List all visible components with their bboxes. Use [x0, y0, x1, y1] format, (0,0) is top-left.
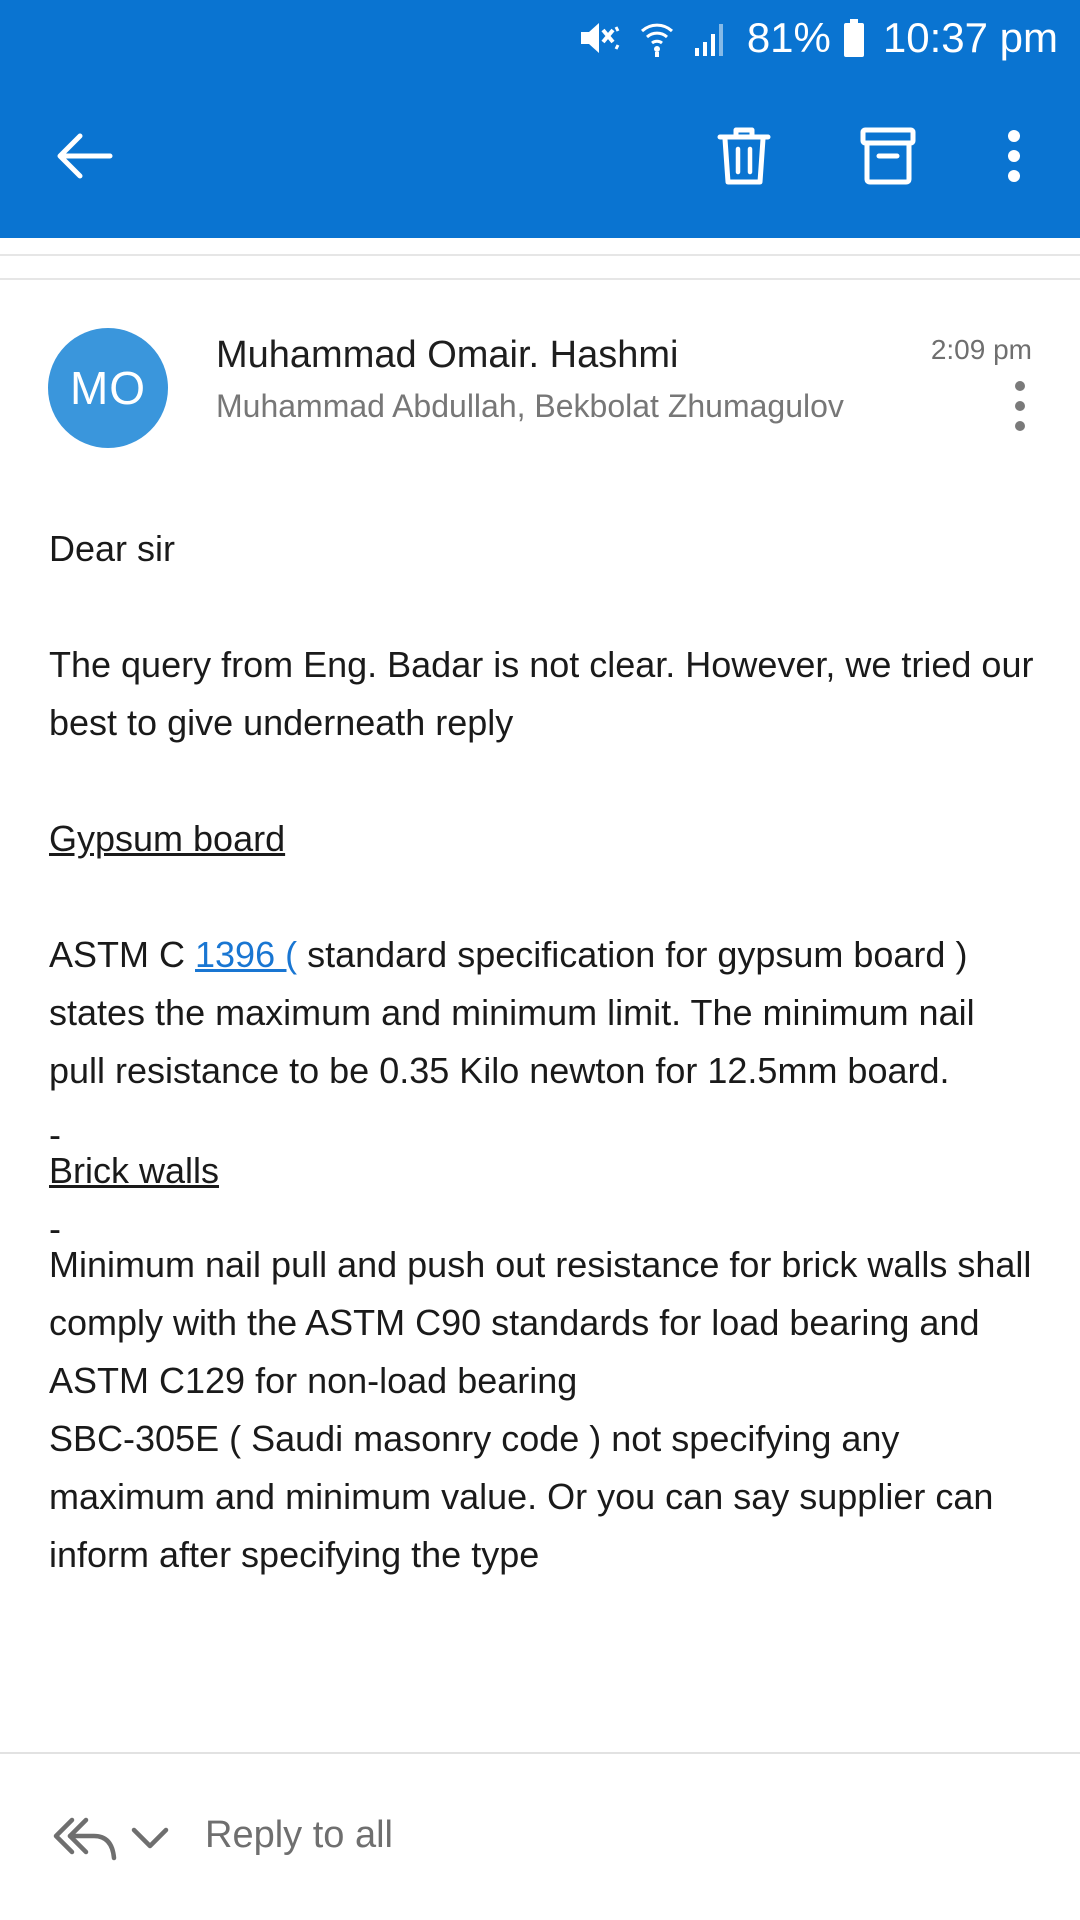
more-vertical-icon	[1004, 129, 1024, 183]
recipients: Muhammad Abdullah, Bekbolat Zhumagulov	[216, 388, 844, 424]
thread-strip	[0, 238, 1080, 280]
gypsum-text: standard specification for gypsum board ) states the maximum and minimum limit. The minimum nail pull resistance to be 0.35 Kilo newton for 12.5mm board.	[49, 934, 975, 1091]
section-heading-gypsum	[49, 810, 1039, 868]
brick-paragraph-2: SBC-305E ( Saudi masonry code ) not specifying any maximum and minimum value. Or you can say supplier can inform after specifying the type	[49, 1418, 994, 1575]
chevron-down-icon	[128, 1818, 172, 1858]
mute-icon	[577, 18, 621, 58]
battery-percent: 81%	[746, 14, 831, 61]
reply-all-label[interactable]: Reply to all	[205, 1814, 393, 1856]
trash-icon	[716, 125, 772, 187]
app-header	[0, 0, 1080, 238]
gypsum-paragraph	[49, 926, 1039, 1100]
reply-options-button[interactable]	[128, 1818, 172, 1858]
clock: 10:37 pm	[882, 14, 1058, 61]
signal-icon	[693, 18, 729, 58]
arrow-left-icon	[54, 131, 114, 181]
divider	[0, 1752, 1080, 1754]
message-more-button[interactable]	[996, 376, 1044, 436]
reply-all-button[interactable]	[52, 1812, 118, 1864]
message-time: 2:09 pm	[930, 334, 1032, 365]
brick-paragraph: Minimum nail pull and push out resistance for brick walls shall comply with the ASTM C90 standards for load bearing and ASTM C129 for non-load bearing	[49, 1244, 1032, 1401]
wifi-icon	[639, 18, 675, 58]
delete-button[interactable]	[696, 108, 792, 204]
dash-line: -	[49, 1208, 61, 1249]
divider	[0, 278, 1080, 280]
status-bar	[577, 0, 1080, 76]
battery-icon	[843, 18, 865, 58]
greeting: Dear sir	[49, 528, 176, 569]
archive-icon	[859, 126, 917, 186]
more-vertical-icon	[1013, 380, 1027, 432]
divider	[0, 254, 1080, 256]
astm-link[interactable]: 1396 (	[195, 934, 298, 975]
gypsum-heading-text: Gypsum board	[49, 818, 286, 859]
back-button[interactable]	[36, 108, 132, 204]
dash-line: -	[49, 1114, 61, 1155]
sender-name: Muhammad Omair. Hashmi	[216, 334, 679, 376]
section-heading-brick	[49, 1142, 1039, 1200]
archive-button[interactable]	[840, 108, 936, 204]
intro-paragraph: The query from Eng. Badar is not clear. However, we tried our best to give underneath reply	[49, 644, 1034, 743]
reply-all-icon	[52, 1812, 118, 1864]
more-options-button[interactable]	[966, 108, 1062, 204]
avatar-initials: MO	[69, 362, 147, 414]
gypsum-prefix: ASTM C	[49, 934, 196, 975]
brick-heading-text: Brick walls	[49, 1150, 220, 1191]
message-body	[49, 520, 1039, 1584]
avatar[interactable]	[48, 328, 168, 448]
